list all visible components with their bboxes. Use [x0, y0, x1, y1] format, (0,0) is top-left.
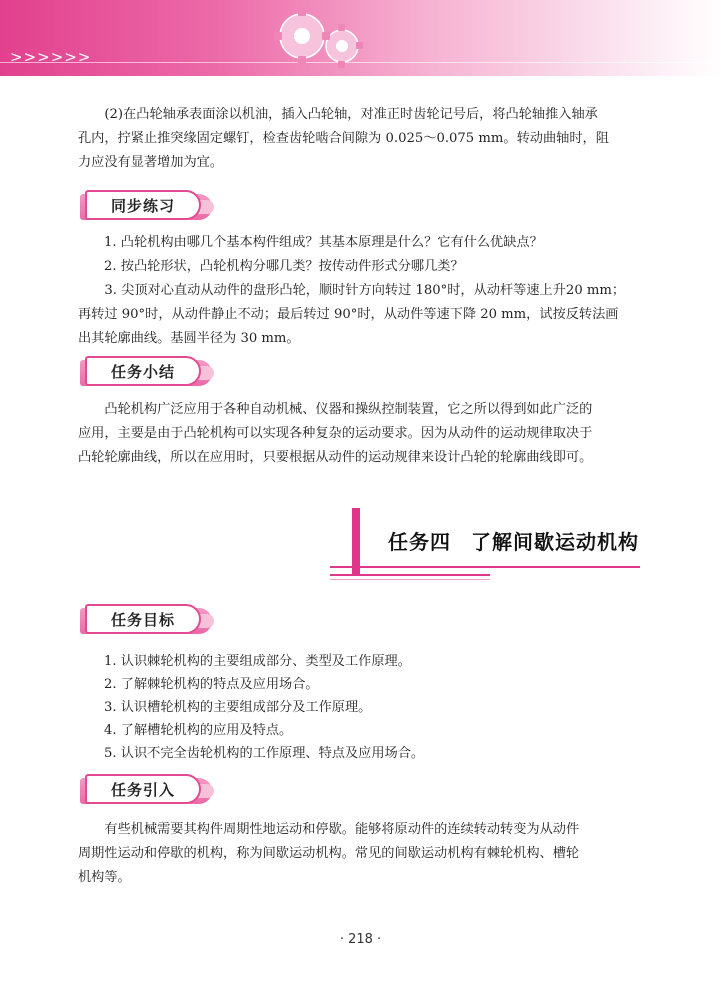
task-heading	[330, 508, 640, 584]
page-number: · 218 ·	[339, 932, 382, 947]
section-tag-practice	[80, 190, 218, 224]
intro-section-line: 有些机械需要其构件周期性地运动和停歇。能够将原动件的连续转动转变为从动件	[104, 822, 580, 837]
intro-section-paragraph	[78, 818, 643, 890]
goal-item: 1. 认识棘轮机构的主要组成部分、类型及工作原理。	[104, 654, 411, 669]
practice-item-3	[78, 279, 643, 351]
task-underline	[330, 566, 640, 568]
summary-line: 应用，主要是由于凸轮机构可以实现各种复杂的运动要求。因为从动件的运动规律取决于	[78, 426, 593, 441]
gear-icon	[262, 2, 372, 74]
task-heading-title	[388, 526, 639, 555]
summary-line: 凸轮机构广泛应用于各种自动机械、仪器和操纵控制装置，它之所以得到如此广泛的	[104, 402, 593, 417]
practice-item-line: 3. 尖顶对心直动从动件的盘形凸轮，顺时针方向转过 180°时，从动杆等速上升20 mm；	[104, 283, 626, 298]
task-heading-bar	[352, 508, 360, 574]
intro-paragraph	[78, 103, 643, 175]
section-tag-goals	[80, 604, 218, 638]
intro-line: 力应没有显著增加为宜。	[78, 155, 224, 170]
practice-item-line: 出其轮廓曲线。基圆半径为 30 mm。	[78, 331, 300, 346]
goal-item: 4. 了解槽轮机构的应用及特点。	[104, 723, 293, 738]
goal-item: 3. 认识槽轮机构的主要组成部分及工作原理。	[104, 700, 372, 715]
intro-section-line: 周期性运动和停歇的机构，称为间歇运动机构。常见的间歇运动机构有棘轮机构、槽轮	[78, 846, 580, 861]
task-underline	[330, 579, 490, 580]
goal-item: 2. 了解棘轮机构的特点及应用场合。	[104, 677, 319, 692]
section-tag-intro	[80, 774, 218, 808]
task-title: 了解间歇运动机构	[471, 530, 639, 554]
intro-line: 孔内，拧紧止推突缘固定螺钉，检查齿轮啮合间隙为 0.025～0.075 mm。转动曲轴时，阻	[78, 131, 609, 146]
practice-item-line: 再转过 90°时，从动件静止不动；最后转过 90°时，从动件等速下降 20 mm，试按反转法画	[78, 307, 619, 322]
summary-paragraph	[78, 398, 643, 470]
intro-line: (2)在凸轮轴承表面涂以机油，插入凸轮轴，对准正时齿轮记号后，将凸轮轴推入轴承	[104, 107, 598, 122]
section-title: 任务小结	[85, 356, 201, 386]
section-title: 同步练习	[85, 190, 201, 220]
practice-item: 1. 凸轮机构由哪几个基本构件组成？其基本原理是什么？它有什么优缺点？	[104, 235, 543, 250]
section-title: 任务目标	[85, 604, 201, 634]
section-title: 任务引入	[85, 774, 201, 804]
goal-item: 5. 认识不完全齿轮机构的工作原理、特点及应用场合。	[104, 746, 425, 761]
task-label: 任务四	[388, 530, 451, 554]
intro-section-line: 机构等。	[78, 870, 131, 885]
task-underline	[330, 574, 490, 576]
practice-item: 2. 按凸轮形状，凸轮机构分哪几类？按传动件形式分哪几类？	[104, 259, 464, 274]
chevron-decoration: >>>>>>	[10, 48, 92, 66]
section-tag-summary	[80, 356, 218, 390]
summary-line: 凸轮轮廓曲线，所以在应用时，只要根据从动件的运动规律来设计凸轮的轮廓曲线即可。	[78, 450, 593, 465]
